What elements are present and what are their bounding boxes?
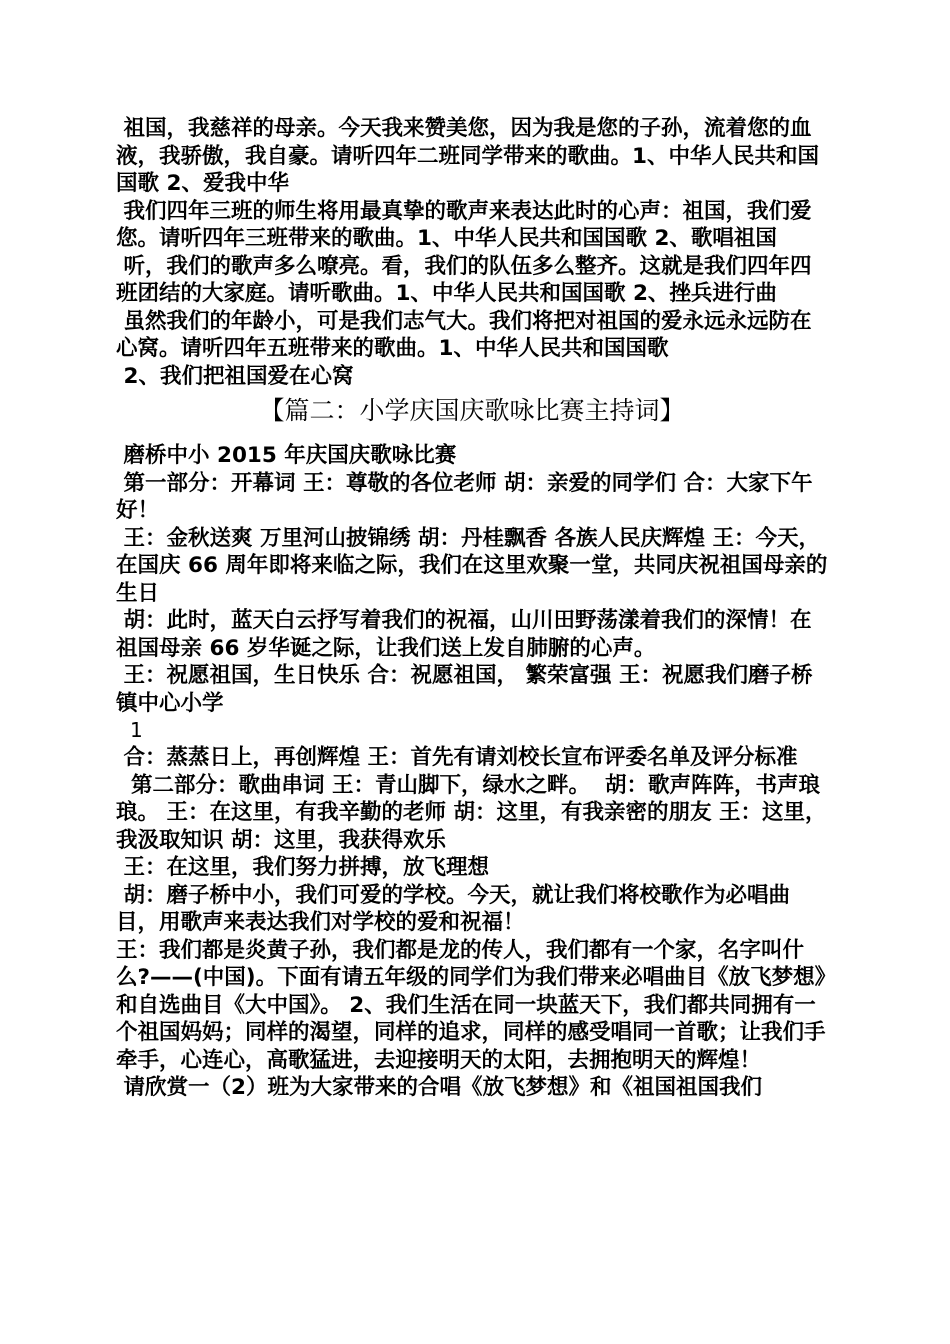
- paragraph: 听，我们的歌声多么嘹亮。看，我们的队伍多么整齐。这就是我们四年四班团结的大家庭。请听歌曲。1、中华人民共和国国歌 2、挫兵进行曲: [116, 253, 812, 306]
- paragraph: 磨桥中小 2015 年庆国庆歌咏比赛: [116, 443, 457, 468]
- paragraph: 王：祝愿祖国，生日快乐 合：祝愿祖国， 繁荣富强 王：祝愿我们磨子桥镇中心小学: [116, 663, 813, 716]
- paragraph: 合：蒸蒸日上，再创辉煌 王：首先有请刘校长宣布评委名单及评分标准: [116, 745, 798, 770]
- paragraph: 胡：磨子桥中小，我们可爱的学校。今天，就让我们将校歌作为必唱曲目，用歌声来表达我们对学校的爱和祝福！: [116, 882, 791, 935]
- paragraph: 虽然我们的年龄小，可是我们志气大。我们将把对祖国的爱永远永远防在心窝。请听四年五班带来的歌曲。1、中华人民共和国国歌: [116, 308, 812, 361]
- paragraph: 第二部分：歌曲串词 王：青山脚下，绿水之畔。 胡：歌声阵阵，书声琅琅。 王：在这里，有我辛勤的老师 胡：这里，有我亲密的朋友 王：这里，我汲取知识 胡：这里，我获得欢乐: [116, 772, 827, 853]
- paragraph: 王：金秋送爽 万里河山披锦绣 胡：丹桂飘香 各族人民庆辉煌 王：今天，在国庆 66 周年即将来临之际，我们在这里欢聚一堂，共同庆祝祖国母亲的生日: [116, 525, 828, 606]
- document-page: [116, 115, 828, 1102]
- paragraph: 胡：此时，蓝天白云抒写着我们的祝福，山川田野荡漾着我们的深情！在祖国母亲 66 岁华诞之际，让我们送上发自肺腑的心声。: [116, 608, 812, 661]
- paragraph: 王：在这里，我们努力拼搏，放飞理想: [116, 855, 490, 880]
- paragraph: 2、我们把祖国爱在心窝: [116, 363, 354, 389]
- paragraph: 王：我们都是炎黄子孙，我们都是龙的传人，我们都有一个家，名字叫什么?——(中国)。下面有请五年级的同学们为我们带来必唱曲目《放飞梦想》和自选曲目《大中国》。 2、我们生活在同一块蓝天下，我们都共同拥有一个祖国妈妈；同样的渴望，同样的追求，同样的感受唱同一首歌；让我们手牵手，心连心，高歌猛进，去迎接明天的太阳，去拥抱明天的辉煌！: [116, 937, 826, 1073]
- paragraph: 我们四年三班的师生将用最真挚的歌声来表达此时的心声：祖国，我们爱您。请听四年三班带来的歌曲。1、中华人民共和国国歌 2、歌唱祖国: [116, 198, 812, 251]
- paragraph: 请欣赏一（2）班为大家带来的合唱《放飞梦想》和《祖国祖国我们: [116, 1075, 762, 1100]
- page-number: 1: [130, 718, 143, 742]
- paragraph: 第一部分：开幕词 王：尊敬的各位老师 胡：亲爱的同学们 合：大家下午好！: [116, 470, 813, 523]
- paragraph: 祖国，我慈祥的母亲。今天我来赞美您，因为我是您的子孙，流着您的血液，我骄傲，我自豪。请听四年二班同学带来的歌曲。1、中华人民共和国国歌 2、爱我中华: [116, 116, 819, 196]
- section-heading: 【篇二：小学庆国庆歌咏比赛主持词】: [259, 396, 685, 425]
